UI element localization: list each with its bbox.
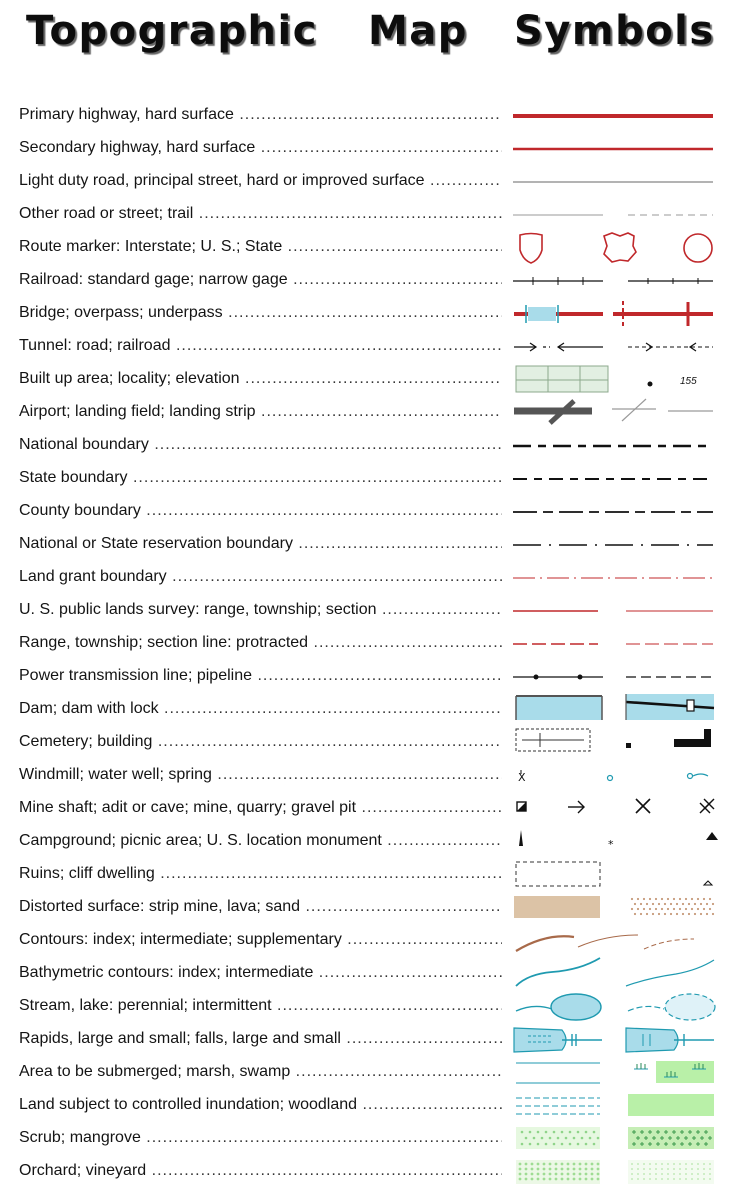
legend-label: U. S. public lands survey: range, township; section ..... [19,600,502,620]
legend-row-route-marker [0,230,738,263]
svg-text:*: * [608,838,614,851]
legend-row-built-up-area [0,362,738,395]
legend-row-public-lands-survey [0,593,738,626]
legend-row-campground [0,824,738,857]
map-symbol-distorted-surface [508,890,723,923]
map-symbol-contours [508,923,723,956]
legend-label: Rapids, large and small; falls, large and small ..... [19,1029,502,1049]
map-symbol-national-boundary [508,428,723,461]
legend-label: Mine shaft; adit or cave; mine, quarry; gravel pit ..... [19,798,502,818]
legend-label: Land grant boundary ..... [19,567,502,587]
legend-label: Tunnel: road; railroad ..... [19,336,502,356]
legend-row-power-line [0,659,738,692]
map-symbol-state-boundary [508,461,723,494]
legend-row-rapids [0,1022,738,1055]
legend-label: Area to be submerged; marsh, swamp ..... [19,1062,502,1082]
map-symbol-built-up-area [508,362,723,395]
legend-label: Power transmission line; pipeline ..... [19,666,502,686]
legend-label: National boundary ..... [19,435,502,455]
map-symbol-mine-shaft [508,791,723,824]
map-symbol-power-line [508,659,723,692]
map-symbol-stream-lake [508,989,723,1022]
legend-row-cemetery [0,725,738,758]
legend-label: Secondary highway, hard surface ..... [19,138,502,158]
legend-label: Cemetery; building ..... [19,732,502,752]
legend-row-bathymetric-contours [0,956,738,989]
legend-label: Land subject to controlled inundation; woodland ..... [19,1095,502,1115]
legend-label: Orchard; vineyard ..... [19,1161,502,1181]
elevation-label: 155 [680,376,697,387]
legend-row-secondary-highway [0,131,738,164]
legend-label: Campground; picnic area; U. S. location monument ..... [19,831,502,851]
title-word-map: Map [368,8,468,54]
legend-row-protracted-line [0,626,738,659]
map-symbol-inundation-woodland [508,1088,723,1121]
legend-label: Distorted surface: strip mine, lava; sand ..... [19,897,502,917]
legend-row-scrub-mangrove [0,1121,738,1154]
legend-row-land-grant-boundary [0,560,738,593]
map-symbol-ruins [508,857,723,890]
legend-label: Windmill; water well; spring ..... [19,765,502,785]
map-symbol-submerged-marsh [508,1055,723,1088]
title-word-topographic: Topographic [26,8,318,54]
legend-row-distorted-surface [0,890,738,923]
map-symbol-primary-highway [508,98,723,131]
map-symbol-scrub-mangrove [508,1121,723,1154]
map-symbol-dam [508,692,723,725]
page-title [0,8,738,68]
legend-row-windmill [0,758,738,791]
legend-row-national-boundary [0,428,738,461]
legend-label: Ruins; cliff dwelling ..... [19,864,502,884]
legend-label: State boundary ..... [19,468,502,488]
map-symbol-county-boundary [508,494,723,527]
legend-label: Primary highway, hard surface ..... [19,105,502,125]
legend-row-bridge [0,296,738,329]
legend-row-orchard-vineyard [0,1154,738,1187]
map-symbol-reservation-boundary [508,527,723,560]
legend-label: Stream, lake: perennial; intermittent ..... [19,996,502,1016]
legend-label: Range, township; section line: protracted ..... [19,633,502,653]
legend-label: National or State reservation boundary ..... [19,534,502,554]
legend-row-light-duty-road [0,164,738,197]
map-symbol-campground [508,824,723,857]
legend-row-other-road-trail [0,197,738,230]
map-symbol-protracted-line [508,626,723,659]
map-symbol-public-lands-survey [508,593,723,626]
legend-row-mine-shaft [0,791,738,824]
legend-label: Built up area; locality; elevation ..... [19,369,502,389]
map-symbol-bridge [508,296,723,329]
map-symbol-bathymetric-contours [508,956,723,989]
legend-label: Other road or street; trail ..... [19,204,502,224]
map-symbol-land-grant-boundary [508,560,723,593]
legend-row-county-boundary [0,494,738,527]
legend-row-ruins [0,857,738,890]
legend-label: County boundary ..... [19,501,502,521]
map-symbol-route-marker [508,230,723,263]
map-symbol-windmill [508,758,723,791]
map-symbol-tunnel [508,329,723,362]
legend-label: Contours: index; intermediate; supplementary ..... [19,930,502,950]
svg-text:X: X [518,771,526,784]
title-word-symbols: Symbols [514,8,715,54]
legend-label: Scrub; mangrove ..... [19,1128,502,1148]
legend-row-airport [0,395,738,428]
map-symbol-cemetery [508,725,723,758]
legend-row-contours [0,923,738,956]
legend-label: Railroad: standard gage; narrow gage ..... [19,270,502,290]
map-symbol-other-road-trail [508,197,723,230]
legend-label: Bathymetric contours: index; intermediate ..... [19,963,502,983]
legend-label: Route marker: Interstate; U. S.; State ..... [19,237,502,257]
legend-label: Bridge; overpass; underpass ..... [19,303,502,323]
map-symbol-orchard-vineyard [508,1154,723,1187]
legend-row-tunnel [0,329,738,362]
legend-row-dam [0,692,738,725]
legend-row-state-boundary [0,461,738,494]
legend-label: Light duty road, principal street, hard or improved surface ..... [19,171,502,191]
map-symbol-rapids [508,1022,723,1055]
legend-row-primary-highway [0,98,738,131]
legend-row-railroad [0,263,738,296]
map-symbol-light-duty-road [508,164,723,197]
legend-label: Dam; dam with lock ..... [19,699,502,719]
map-symbol-secondary-highway [508,131,723,164]
map-symbol-airport [508,395,723,428]
legend-label: Airport; landing field; landing strip ..... [19,402,502,422]
legend-row-stream-lake [0,989,738,1022]
legend-row-inundation-woodland [0,1088,738,1121]
legend-row-submerged-marsh [0,1055,738,1088]
legend-row-reservation-boundary [0,527,738,560]
map-symbol-railroad [508,263,723,296]
